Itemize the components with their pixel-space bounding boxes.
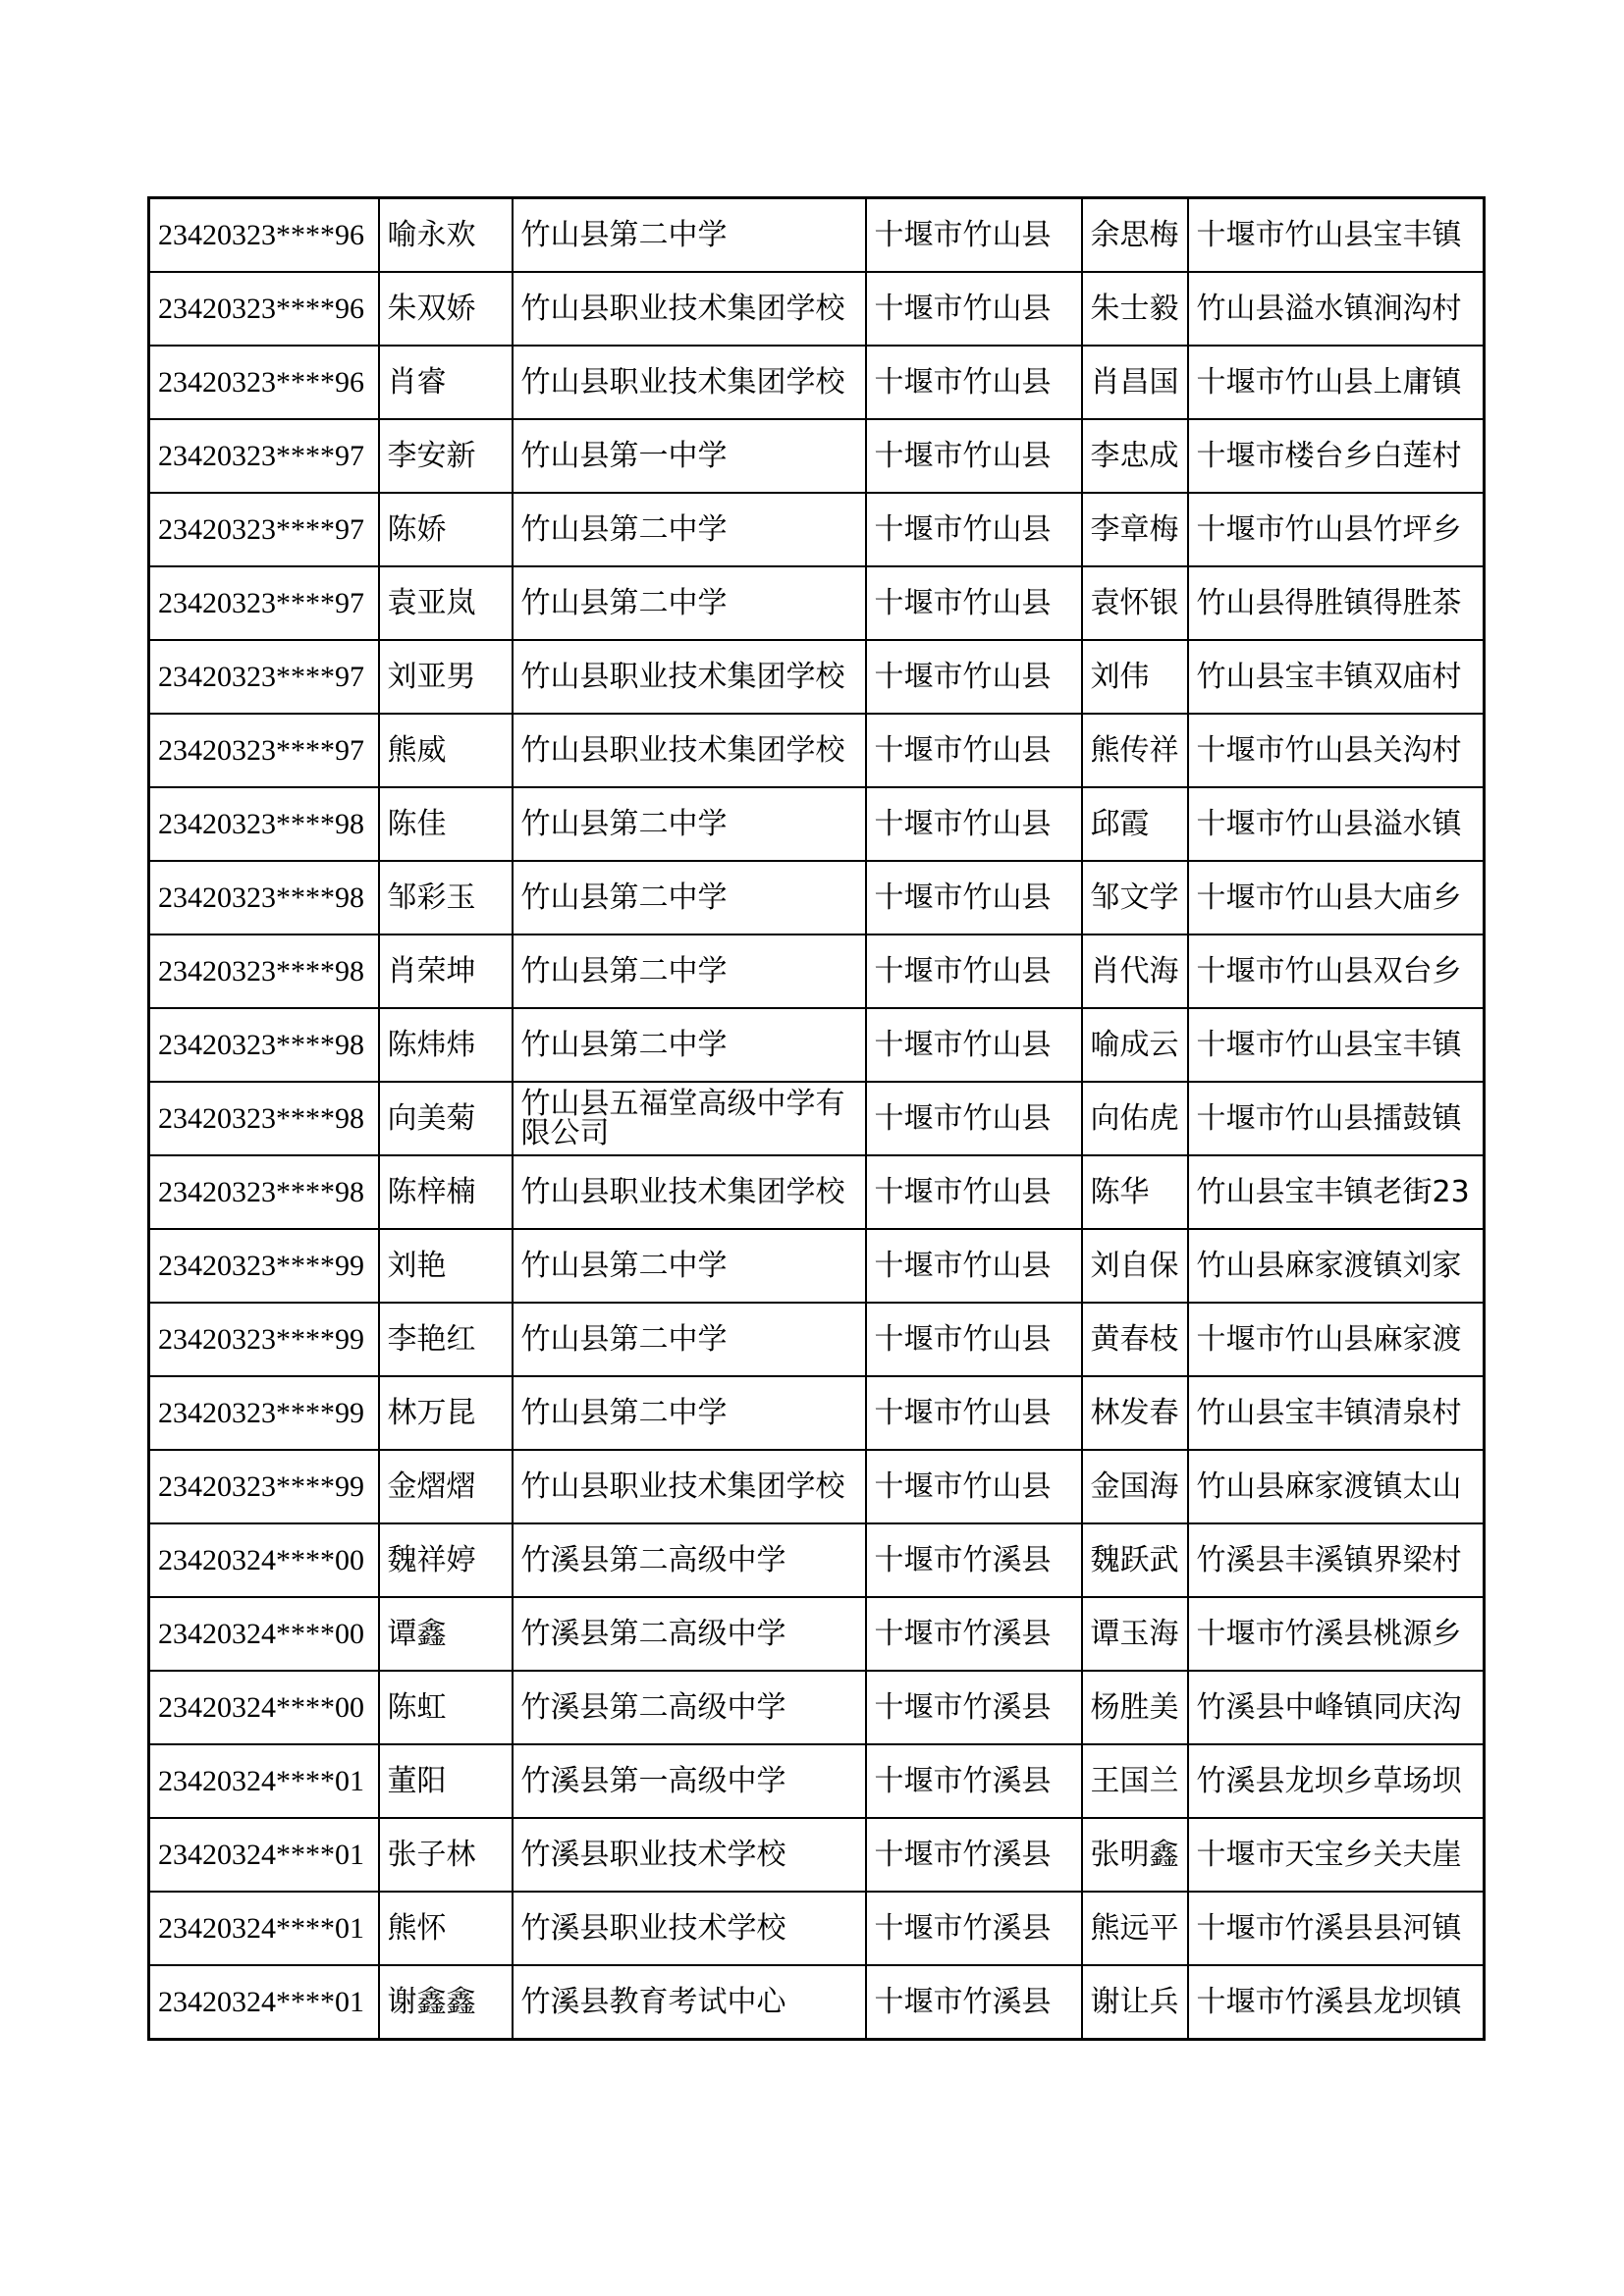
guardian-name-cell: 李章梅 — [1082, 493, 1188, 566]
address-cell: 十堰市天宝乡关夫崖 — [1188, 1818, 1485, 1892]
id-number-cell: 23420323****98 — [149, 861, 379, 934]
guardian-name-cell: 朱士毅 — [1082, 272, 1188, 346]
id-number-cell: 23420323****97 — [149, 493, 379, 566]
address-cell: 竹溪县丰溪镇界梁村 — [1188, 1523, 1485, 1597]
table-row — [149, 198, 1485, 273]
city-county-cell: 十堰市竹溪县 — [866, 1965, 1082, 2040]
student-name-cell: 陈虹 — [379, 1671, 513, 1744]
student-name-cell: 李艳红 — [379, 1303, 513, 1376]
address-cell: 十堰市竹山县宝丰镇 — [1188, 1008, 1485, 1082]
address-cell: 竹山县得胜镇得胜茶 — [1188, 566, 1485, 640]
guardian-name-cell: 邱霞 — [1082, 787, 1188, 861]
city-county-cell: 十堰市竹山县 — [866, 861, 1082, 934]
address-cell: 竹溪县中峰镇同庆沟 — [1188, 1671, 1485, 1744]
city-county-cell: 十堰市竹山县 — [866, 934, 1082, 1008]
city-county-cell: 十堰市竹山县 — [866, 1376, 1082, 1450]
id-number-cell: 23420324****00 — [149, 1671, 379, 1744]
school-cell: 竹溪县教育考试中心 — [513, 1965, 866, 2040]
address-cell: 竹山县宝丰镇清泉村 — [1188, 1376, 1485, 1450]
school-cell: 竹溪县职业技术学校 — [513, 1892, 866, 1965]
id-number-cell: 23420323****99 — [149, 1303, 379, 1376]
city-county-cell: 十堰市竹山县 — [866, 787, 1082, 861]
city-county-cell: 十堰市竹山县 — [866, 198, 1082, 273]
school-cell: 竹溪县第二高级中学 — [513, 1597, 866, 1671]
address-cell: 十堰市竹溪县桃源乡 — [1188, 1597, 1485, 1671]
student-name-cell: 刘艳 — [379, 1229, 513, 1303]
address-cell: 十堰市竹山县竹坪乡 — [1188, 493, 1485, 566]
city-county-cell: 十堰市竹山县 — [866, 566, 1082, 640]
id-number-cell: 23420324****01 — [149, 1744, 379, 1818]
address-cell: 竹山县宝丰镇老街23 — [1188, 1155, 1485, 1229]
school-cell: 竹山县职业技术集团学校 — [513, 714, 866, 787]
school-cell: 竹山县第二中学 — [513, 1303, 866, 1376]
school-cell: 竹溪县第二高级中学 — [513, 1523, 866, 1597]
table-row — [149, 419, 1485, 493]
student-name-cell: 金熠熠 — [379, 1450, 513, 1523]
id-number-cell: 23420323****96 — [149, 346, 379, 419]
school-cell: 竹山县第二中学 — [513, 493, 866, 566]
table-row — [149, 861, 1485, 934]
address-cell: 十堰市楼台乡白莲村 — [1188, 419, 1485, 493]
address-cell: 十堰市竹山县宝丰镇 — [1188, 198, 1485, 273]
student-name-cell: 魏祥婷 — [379, 1523, 513, 1597]
id-number-cell: 23420324****01 — [149, 1965, 379, 2040]
guardian-name-cell: 肖昌国 — [1082, 346, 1188, 419]
city-county-cell: 十堰市竹溪县 — [866, 1597, 1082, 1671]
id-number-cell: 23420323****98 — [149, 1082, 379, 1155]
guardian-name-cell: 王国兰 — [1082, 1744, 1188, 1818]
student-name-cell: 董阳 — [379, 1744, 513, 1818]
table-row — [149, 1671, 1485, 1744]
table-row — [149, 346, 1485, 419]
table-row — [149, 1155, 1485, 1229]
table-row — [149, 1082, 1485, 1155]
city-county-cell: 十堰市竹山县 — [866, 346, 1082, 419]
address-cell: 竹山县麻家渡镇刘家 — [1188, 1229, 1485, 1303]
table-row — [149, 493, 1485, 566]
student-name-cell: 肖荣坤 — [379, 934, 513, 1008]
guardian-name-cell: 邹文学 — [1082, 861, 1188, 934]
roster-table-body — [149, 198, 1485, 2040]
id-number-cell: 23420323****97 — [149, 419, 379, 493]
guardian-name-cell: 熊传祥 — [1082, 714, 1188, 787]
id-number-cell: 23420324****01 — [149, 1818, 379, 1892]
address-cell: 竹山县麻家渡镇太山 — [1188, 1450, 1485, 1523]
guardian-name-cell: 肖代海 — [1082, 934, 1188, 1008]
table-row — [149, 1965, 1485, 2040]
id-number-cell: 23420324****00 — [149, 1597, 379, 1671]
student-name-cell: 喻永欢 — [379, 198, 513, 273]
city-county-cell: 十堰市竹溪县 — [866, 1671, 1082, 1744]
table-row — [149, 714, 1485, 787]
address-cell: 十堰市竹溪县县河镇 — [1188, 1892, 1485, 1965]
school-cell: 竹山县五福堂高级中学有限公司 — [513, 1082, 866, 1155]
guardian-name-cell: 林发春 — [1082, 1376, 1188, 1450]
guardian-name-cell: 杨胜美 — [1082, 1671, 1188, 1744]
id-number-cell: 23420323****99 — [149, 1376, 379, 1450]
school-cell: 竹山县第二中学 — [513, 934, 866, 1008]
student-name-cell: 熊怀 — [379, 1892, 513, 1965]
id-number-cell: 23420323****97 — [149, 640, 379, 714]
id-number-cell: 23420324****01 — [149, 1892, 379, 1965]
city-county-cell: 十堰市竹山县 — [866, 1008, 1082, 1082]
student-name-cell: 林万昆 — [379, 1376, 513, 1450]
school-cell: 竹山县职业技术集团学校 — [513, 1155, 866, 1229]
city-county-cell: 十堰市竹溪县 — [866, 1744, 1082, 1818]
address-cell: 十堰市竹山县麻家渡 — [1188, 1303, 1485, 1376]
guardian-name-cell: 金国海 — [1082, 1450, 1188, 1523]
id-number-cell: 23420324****00 — [149, 1523, 379, 1597]
id-number-cell: 23420323****98 — [149, 934, 379, 1008]
table-row — [149, 787, 1485, 861]
school-cell: 竹山县第二中学 — [513, 861, 866, 934]
address-cell: 竹溪县龙坝乡草场坝 — [1188, 1744, 1485, 1818]
id-number-cell: 23420323****98 — [149, 1155, 379, 1229]
student-name-cell: 谭鑫 — [379, 1597, 513, 1671]
address-cell: 十堰市竹山县溢水镇 — [1188, 787, 1485, 861]
guardian-name-cell: 谢让兵 — [1082, 1965, 1188, 2040]
student-name-cell: 陈娇 — [379, 493, 513, 566]
guardian-name-cell: 刘自保 — [1082, 1229, 1188, 1303]
city-county-cell: 十堰市竹山县 — [866, 419, 1082, 493]
table-row — [149, 1303, 1485, 1376]
table-row — [149, 1450, 1485, 1523]
school-cell: 竹山县第二中学 — [513, 1008, 866, 1082]
school-cell: 竹溪县职业技术学校 — [513, 1818, 866, 1892]
city-county-cell: 十堰市竹山县 — [866, 1155, 1082, 1229]
student-name-cell: 刘亚男 — [379, 640, 513, 714]
address-cell: 十堰市竹山县上庸镇 — [1188, 346, 1485, 419]
school-cell: 竹山县第二中学 — [513, 1376, 866, 1450]
address-cell: 竹山县宝丰镇双庙村 — [1188, 640, 1485, 714]
address-cell: 十堰市竹山县擂鼓镇 — [1188, 1082, 1485, 1155]
guardian-name-cell: 向佑虎 — [1082, 1082, 1188, 1155]
table-row — [149, 1892, 1485, 1965]
school-cell: 竹山县职业技术集团学校 — [513, 272, 866, 346]
id-number-cell: 23420323****96 — [149, 198, 379, 273]
student-name-cell: 肖睿 — [379, 346, 513, 419]
guardian-name-cell: 张明鑫 — [1082, 1818, 1188, 1892]
guardian-name-cell: 魏跃武 — [1082, 1523, 1188, 1597]
id-number-cell: 23420323****99 — [149, 1450, 379, 1523]
table-row — [149, 1744, 1485, 1818]
school-cell: 竹山县第一中学 — [513, 419, 866, 493]
city-county-cell: 十堰市竹山县 — [866, 493, 1082, 566]
table-row — [149, 1523, 1485, 1597]
student-name-cell: 陈佳 — [379, 787, 513, 861]
address-cell: 十堰市竹山县关沟村 — [1188, 714, 1485, 787]
school-cell: 竹山县第二中学 — [513, 1229, 866, 1303]
guardian-name-cell: 黄春枝 — [1082, 1303, 1188, 1376]
table-row — [149, 566, 1485, 640]
student-name-cell: 朱双娇 — [379, 272, 513, 346]
guardian-name-cell: 熊远平 — [1082, 1892, 1188, 1965]
address-cell: 十堰市竹山县大庙乡 — [1188, 861, 1485, 934]
table-row — [149, 272, 1485, 346]
guardian-name-cell: 刘伟 — [1082, 640, 1188, 714]
id-number-cell: 23420323****98 — [149, 787, 379, 861]
id-number-cell: 23420323****97 — [149, 566, 379, 640]
id-number-cell: 23420323****99 — [149, 1229, 379, 1303]
guardian-name-cell: 谭玉海 — [1082, 1597, 1188, 1671]
student-name-cell: 张子林 — [379, 1818, 513, 1892]
student-name-cell: 袁亚岚 — [379, 566, 513, 640]
guardian-name-cell: 陈华 — [1082, 1155, 1188, 1229]
table-row — [149, 1229, 1485, 1303]
guardian-name-cell: 袁怀银 — [1082, 566, 1188, 640]
table-row — [149, 934, 1485, 1008]
city-county-cell: 十堰市竹溪县 — [866, 1892, 1082, 1965]
city-county-cell: 十堰市竹山县 — [866, 1303, 1082, 1376]
city-county-cell: 十堰市竹山县 — [866, 1450, 1082, 1523]
student-name-cell: 李安新 — [379, 419, 513, 493]
student-name-cell: 熊威 — [379, 714, 513, 787]
city-county-cell: 十堰市竹山县 — [866, 1082, 1082, 1155]
city-county-cell: 十堰市竹山县 — [866, 1229, 1082, 1303]
school-cell: 竹山县职业技术集团学校 — [513, 1450, 866, 1523]
student-name-cell: 向美菊 — [379, 1082, 513, 1155]
school-cell: 竹山县第二中学 — [513, 198, 866, 273]
id-number-cell: 23420323****98 — [149, 1008, 379, 1082]
city-county-cell: 十堰市竹溪县 — [866, 1523, 1082, 1597]
city-county-cell: 十堰市竹山县 — [866, 272, 1082, 346]
table-row — [149, 640, 1485, 714]
school-cell: 竹山县职业技术集团学校 — [513, 640, 866, 714]
student-name-cell: 陈梓楠 — [379, 1155, 513, 1229]
table-row — [149, 1818, 1485, 1892]
roster-table — [147, 196, 1486, 2041]
address-cell: 竹山县溢水镇涧沟村 — [1188, 272, 1485, 346]
school-cell: 竹溪县第二高级中学 — [513, 1671, 866, 1744]
city-county-cell: 十堰市竹山县 — [866, 714, 1082, 787]
student-name-cell: 陈炜炜 — [379, 1008, 513, 1082]
school-cell: 竹山县职业技术集团学校 — [513, 346, 866, 419]
address-cell: 十堰市竹山县双台乡 — [1188, 934, 1485, 1008]
city-county-cell: 十堰市竹山县 — [866, 640, 1082, 714]
school-cell: 竹溪县第一高级中学 — [513, 1744, 866, 1818]
id-number-cell: 23420323****96 — [149, 272, 379, 346]
id-number-cell: 23420323****97 — [149, 714, 379, 787]
school-cell: 竹山县第二中学 — [513, 566, 866, 640]
table-row — [149, 1376, 1485, 1450]
student-name-cell: 谢鑫鑫 — [379, 1965, 513, 2040]
school-cell: 竹山县第二中学 — [513, 787, 866, 861]
guardian-name-cell: 喻成云 — [1082, 1008, 1188, 1082]
city-county-cell: 十堰市竹溪县 — [866, 1818, 1082, 1892]
table-row — [149, 1008, 1485, 1082]
address-cell: 十堰市竹溪县龙坝镇 — [1188, 1965, 1485, 2040]
student-name-cell: 邹彩玉 — [379, 861, 513, 934]
guardian-name-cell: 余思梅 — [1082, 198, 1188, 273]
guardian-name-cell: 李忠成 — [1082, 419, 1188, 493]
table-row — [149, 1597, 1485, 1671]
